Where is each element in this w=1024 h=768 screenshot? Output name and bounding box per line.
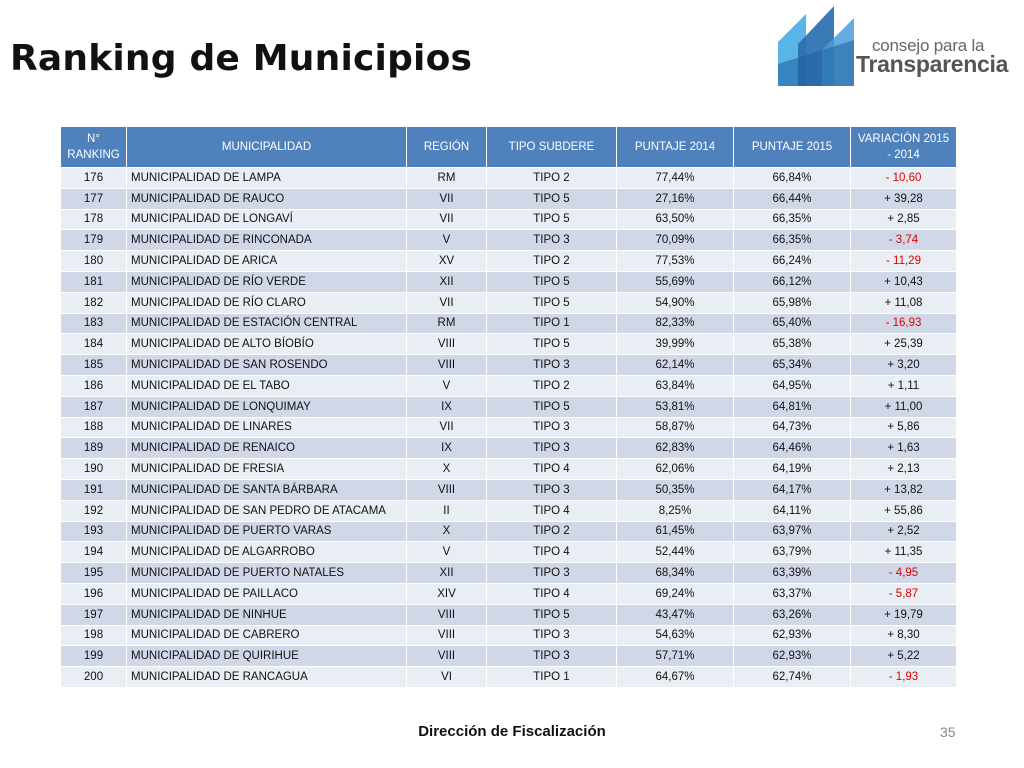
cell-region: II	[407, 500, 487, 521]
cell-puntaje-2014: 58,87%	[617, 417, 734, 438]
cell-tipo: TIPO 2	[487, 375, 617, 396]
cell-region: VII	[407, 209, 487, 230]
cell-puntaje-2015: 66,12%	[734, 271, 851, 292]
cell-region: XIV	[407, 583, 487, 604]
header-municipalidad: MUNICIPALIDAD	[127, 127, 407, 168]
cell-municipalidad: MUNICIPALIDAD DE LAMPA	[127, 168, 407, 189]
cell-ranking: 188	[61, 417, 127, 438]
cell-puntaje-2015: 65,38%	[734, 334, 851, 355]
cell-puntaje-2015: 65,98%	[734, 292, 851, 313]
cell-ranking: 184	[61, 334, 127, 355]
header-puntaje-2015: PUNTAJE 2015	[734, 127, 851, 168]
table-row	[61, 542, 957, 563]
cell-puntaje-2015: 65,34%	[734, 355, 851, 376]
cell-puntaje-2014: 69,24%	[617, 583, 734, 604]
table-row	[61, 667, 957, 688]
cell-municipalidad: MUNICIPALIDAD DE SAN ROSENDO	[127, 355, 407, 376]
cell-variacion: - 5,87	[851, 583, 957, 604]
cell-region: IX	[407, 438, 487, 459]
cell-puntaje-2014: 55,69%	[617, 271, 734, 292]
cell-puntaje-2014: 64,67%	[617, 667, 734, 688]
cell-puntaje-2014: 63,84%	[617, 375, 734, 396]
cell-region: RM	[407, 313, 487, 334]
cell-tipo: TIPO 5	[487, 396, 617, 417]
cell-municipalidad: MUNICIPALIDAD DE NINHUE	[127, 604, 407, 625]
cell-tipo: TIPO 5	[487, 188, 617, 209]
cell-variacion: - 10,60	[851, 168, 957, 189]
cell-tipo: TIPO 1	[487, 313, 617, 334]
cell-puntaje-2014: 54,63%	[617, 625, 734, 646]
footer-text: Dirección de Fiscalización	[418, 723, 606, 740]
cell-ranking: 179	[61, 230, 127, 251]
cell-tipo: TIPO 3	[487, 646, 617, 667]
table-row	[61, 625, 957, 646]
cell-tipo: TIPO 3	[487, 625, 617, 646]
cell-puntaje-2015: 66,84%	[734, 168, 851, 189]
cell-ranking: 192	[61, 500, 127, 521]
page-number: 35	[940, 724, 956, 740]
cell-region: VIII	[407, 604, 487, 625]
cell-municipalidad: MUNICIPALIDAD DE ESTACIÓN CENTRAL	[127, 313, 407, 334]
cell-variacion: + 10,43	[851, 271, 957, 292]
table-row	[61, 563, 957, 584]
cell-tipo: TIPO 2	[487, 168, 617, 189]
cell-puntaje-2014: 63,50%	[617, 209, 734, 230]
cell-region: V	[407, 375, 487, 396]
cell-region: RM	[407, 168, 487, 189]
cell-puntaje-2015: 65,40%	[734, 313, 851, 334]
cell-municipalidad: MUNICIPALIDAD DE SAN PEDRO DE ATACAMA	[127, 500, 407, 521]
cell-variacion: + 5,22	[851, 646, 957, 667]
cell-puntaje-2015: 62,74%	[734, 667, 851, 688]
cell-municipalidad: MUNICIPALIDAD DE ALTO BÍOBÍO	[127, 334, 407, 355]
cell-puntaje-2015: 64,46%	[734, 438, 851, 459]
cell-municipalidad: MUNICIPALIDAD DE RINCONADA	[127, 230, 407, 251]
cell-ranking: 183	[61, 313, 127, 334]
cell-puntaje-2014: 82,33%	[617, 313, 734, 334]
cell-ranking: 199	[61, 646, 127, 667]
cell-variacion: + 8,30	[851, 625, 957, 646]
cell-ranking: 180	[61, 251, 127, 272]
cell-ranking: 197	[61, 604, 127, 625]
table-row	[61, 209, 957, 230]
cell-municipalidad: MUNICIPALIDAD DE RANCAGUA	[127, 667, 407, 688]
table-row	[61, 168, 957, 189]
table-row	[61, 521, 957, 542]
table-row	[61, 417, 957, 438]
cell-region: VIII	[407, 625, 487, 646]
table-row	[61, 604, 957, 625]
cell-tipo: TIPO 3	[487, 563, 617, 584]
cell-tipo: TIPO 2	[487, 521, 617, 542]
table-row	[61, 375, 957, 396]
cell-tipo: TIPO 3	[487, 417, 617, 438]
cell-region: VII	[407, 292, 487, 313]
cell-ranking: 193	[61, 521, 127, 542]
cell-puntaje-2014: 52,44%	[617, 542, 734, 563]
table-row	[61, 479, 957, 500]
cell-tipo: TIPO 5	[487, 334, 617, 355]
table-row	[61, 500, 957, 521]
cell-puntaje-2014: 70,09%	[617, 230, 734, 251]
cell-municipalidad: MUNICIPALIDAD DE LONGAVÍ	[127, 209, 407, 230]
cell-municipalidad: MUNICIPALIDAD DE EL TABO	[127, 375, 407, 396]
table-row	[61, 271, 957, 292]
cell-tipo: TIPO 4	[487, 583, 617, 604]
logo-text-line2: Transparencia	[856, 51, 1009, 77]
cell-variacion: + 2,52	[851, 521, 957, 542]
cell-puntaje-2015: 63,26%	[734, 604, 851, 625]
cell-region: V	[407, 230, 487, 251]
cell-puntaje-2015: 64,81%	[734, 396, 851, 417]
cell-puntaje-2014: 62,06%	[617, 459, 734, 480]
cell-variacion: + 11,35	[851, 542, 957, 563]
cell-tipo: TIPO 2	[487, 251, 617, 272]
cell-region: XII	[407, 563, 487, 584]
cell-region: VIII	[407, 334, 487, 355]
cell-variacion: + 11,08	[851, 292, 957, 313]
cell-puntaje-2015: 64,19%	[734, 459, 851, 480]
cell-region: VIII	[407, 479, 487, 500]
cell-variacion: + 2,13	[851, 459, 957, 480]
table-row	[61, 292, 957, 313]
cell-ranking: 187	[61, 396, 127, 417]
cell-puntaje-2014: 77,44%	[617, 168, 734, 189]
header-tipo-subdere: TIPO SUBDERE	[487, 127, 617, 168]
cell-variacion: - 4,95	[851, 563, 957, 584]
cell-ranking: 194	[61, 542, 127, 563]
cell-puntaje-2015: 66,35%	[734, 230, 851, 251]
cell-puntaje-2014: 27,16%	[617, 188, 734, 209]
cell-variacion: + 2,85	[851, 209, 957, 230]
cell-variacion: + 1,11	[851, 375, 957, 396]
cell-variacion: + 5,86	[851, 417, 957, 438]
cell-variacion: + 3,20	[851, 355, 957, 376]
table-row	[61, 396, 957, 417]
cell-municipalidad: MUNICIPALIDAD DE ALGARROBO	[127, 542, 407, 563]
table-row	[61, 355, 957, 376]
cell-variacion: - 16,93	[851, 313, 957, 334]
cell-puntaje-2014: 39,99%	[617, 334, 734, 355]
cell-puntaje-2014: 50,35%	[617, 479, 734, 500]
cell-municipalidad: MUNICIPALIDAD DE PUERTO VARAS	[127, 521, 407, 542]
cell-region: V	[407, 542, 487, 563]
cell-ranking: 178	[61, 209, 127, 230]
cell-tipo: TIPO 5	[487, 271, 617, 292]
cell-region: XII	[407, 271, 487, 292]
cell-puntaje-2014: 57,71%	[617, 646, 734, 667]
cell-region: VIII	[407, 646, 487, 667]
table-row	[61, 459, 957, 480]
cell-puntaje-2015: 63,37%	[734, 583, 851, 604]
cell-tipo: TIPO 5	[487, 292, 617, 313]
header-variacion: VARIACIÓN 2015 - 2014	[851, 127, 957, 168]
header-ranking: N° RANKING	[61, 127, 127, 168]
cell-ranking: 185	[61, 355, 127, 376]
cell-tipo: TIPO 4	[487, 459, 617, 480]
cell-variacion: + 55,86	[851, 500, 957, 521]
cell-variacion: + 11,00	[851, 396, 957, 417]
cell-ranking: 182	[61, 292, 127, 313]
cell-municipalidad: MUNICIPALIDAD DE ARICA	[127, 251, 407, 272]
cell-puntaje-2014: 43,47%	[617, 604, 734, 625]
cell-ranking: 190	[61, 459, 127, 480]
cell-tipo: TIPO 4	[487, 500, 617, 521]
cell-variacion: - 3,74	[851, 230, 957, 251]
cell-puntaje-2014: 62,14%	[617, 355, 734, 376]
cell-ranking: 189	[61, 438, 127, 459]
table-header-row	[61, 127, 957, 168]
header-region: REGIÓN	[407, 127, 487, 168]
ranking-table	[60, 126, 957, 688]
cell-tipo: TIPO 4	[487, 542, 617, 563]
cell-puntaje-2014: 77,53%	[617, 251, 734, 272]
cell-variacion: + 25,39	[851, 334, 957, 355]
cell-variacion: - 1,93	[851, 667, 957, 688]
cell-ranking: 186	[61, 375, 127, 396]
cell-variacion: + 1,63	[851, 438, 957, 459]
cell-ranking: 198	[61, 625, 127, 646]
cell-puntaje-2015: 64,95%	[734, 375, 851, 396]
cell-municipalidad: MUNICIPALIDAD DE PUERTO NATALES	[127, 563, 407, 584]
table-row	[61, 251, 957, 272]
cell-ranking: 191	[61, 479, 127, 500]
cell-municipalidad: MUNICIPALIDAD DE FRESIA	[127, 459, 407, 480]
cell-puntaje-2015: 64,17%	[734, 479, 851, 500]
cell-puntaje-2015: 63,97%	[734, 521, 851, 542]
header-puntaje-2014: PUNTAJE 2014	[617, 127, 734, 168]
cell-municipalidad: MUNICIPALIDAD DE RENAICO	[127, 438, 407, 459]
cell-tipo: TIPO 3	[487, 230, 617, 251]
cell-puntaje-2014: 53,81%	[617, 396, 734, 417]
cell-region: X	[407, 459, 487, 480]
cell-ranking: 181	[61, 271, 127, 292]
table-row	[61, 646, 957, 667]
cell-municipalidad: MUNICIPALIDAD DE LINARES	[127, 417, 407, 438]
cell-ranking: 196	[61, 583, 127, 604]
cell-puntaje-2014: 61,45%	[617, 521, 734, 542]
cell-tipo: TIPO 5	[487, 604, 617, 625]
cell-ranking: 195	[61, 563, 127, 584]
cell-region: IX	[407, 396, 487, 417]
cell-puntaje-2015: 63,39%	[734, 563, 851, 584]
cell-tipo: TIPO 5	[487, 209, 617, 230]
cell-region: VII	[407, 188, 487, 209]
cell-variacion: + 39,28	[851, 188, 957, 209]
cell-puntaje-2015: 63,79%	[734, 542, 851, 563]
cell-puntaje-2015: 66,44%	[734, 188, 851, 209]
cell-tipo: TIPO 3	[487, 438, 617, 459]
cell-puntaje-2014: 54,90%	[617, 292, 734, 313]
cell-variacion: + 19,79	[851, 604, 957, 625]
cell-puntaje-2014: 62,83%	[617, 438, 734, 459]
cell-region: VIII	[407, 355, 487, 376]
cell-puntaje-2015: 62,93%	[734, 625, 851, 646]
cell-puntaje-2015: 66,24%	[734, 251, 851, 272]
slide-title: Ranking de Municipios	[10, 38, 473, 79]
table-row	[61, 438, 957, 459]
cell-puntaje-2014: 8,25%	[617, 500, 734, 521]
cell-puntaje-2015: 66,35%	[734, 209, 851, 230]
cell-variacion: + 13,82	[851, 479, 957, 500]
cell-region: VI	[407, 667, 487, 688]
cell-ranking: 176	[61, 168, 127, 189]
cell-region: VII	[407, 417, 487, 438]
consejo-transparencia-logo	[776, 4, 1016, 90]
cell-ranking: 177	[61, 188, 127, 209]
cell-variacion: - 11,29	[851, 251, 957, 272]
table-row	[61, 313, 957, 334]
table-row	[61, 230, 957, 251]
cell-puntaje-2014: 68,34%	[617, 563, 734, 584]
cell-tipo: TIPO 3	[487, 355, 617, 376]
cell-municipalidad: MUNICIPALIDAD DE LONQUIMAY	[127, 396, 407, 417]
cell-puntaje-2015: 62,93%	[734, 646, 851, 667]
cell-municipalidad: MUNICIPALIDAD DE RAUCO	[127, 188, 407, 209]
table-row	[61, 188, 957, 209]
cell-puntaje-2015: 64,11%	[734, 500, 851, 521]
cell-region: XV	[407, 251, 487, 272]
logo-text-line1: consejo para la	[872, 36, 985, 55]
cell-municipalidad: MUNICIPALIDAD DE RÍO VERDE	[127, 271, 407, 292]
cell-municipalidad: MUNICIPALIDAD DE QUIRIHUE	[127, 646, 407, 667]
cell-region: X	[407, 521, 487, 542]
cell-puntaje-2015: 64,73%	[734, 417, 851, 438]
cell-municipalidad: MUNICIPALIDAD DE PAILLACO	[127, 583, 407, 604]
table-row	[61, 583, 957, 604]
cell-tipo: TIPO 1	[487, 667, 617, 688]
table-body	[61, 168, 957, 688]
cell-municipalidad: MUNICIPALIDAD DE SANTA BÁRBARA	[127, 479, 407, 500]
cell-ranking: 200	[61, 667, 127, 688]
cell-municipalidad: MUNICIPALIDAD DE CABRERO	[127, 625, 407, 646]
cell-tipo: TIPO 3	[487, 479, 617, 500]
table-row	[61, 334, 957, 355]
cell-municipalidad: MUNICIPALIDAD DE RÍO CLARO	[127, 292, 407, 313]
